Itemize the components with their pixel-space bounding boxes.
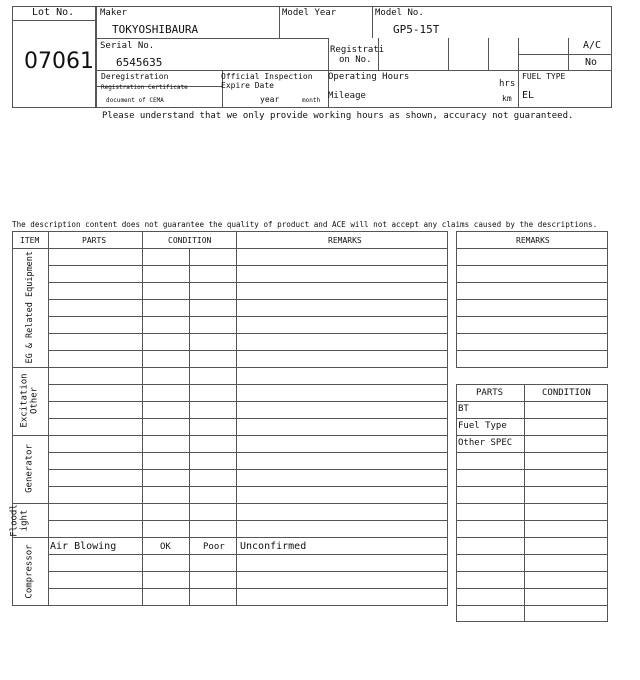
month-label: month: [302, 97, 321, 104]
side-remarks-row-rule: [456, 350, 608, 351]
side-part-fuel-type: Fuel Type: [458, 421, 507, 431]
air-blowing-unconfirmed: Unconfirmed: [240, 541, 307, 552]
side-parts-row-rule: [456, 503, 608, 504]
table-row-rule: [48, 401, 448, 402]
side-remarks-row-rule: [456, 333, 608, 334]
table-row-rule: [48, 333, 448, 334]
mileage-label: Mileage: [328, 91, 366, 101]
registration-label-line2: on No.: [339, 55, 372, 65]
table-row-rule: [48, 350, 448, 351]
table-row-rule: [48, 452, 448, 453]
model-no-label: Model No.: [375, 8, 424, 18]
group-label-excitation-line2: Other: [29, 386, 40, 415]
table-row-rule: [48, 486, 448, 487]
group-label-excitation-line1: Excitation: [19, 373, 30, 428]
air-blowing-poor: Poor: [203, 542, 225, 552]
side-remarks-row-rule: [456, 316, 608, 317]
table-row-rule: [48, 384, 448, 385]
side-parts-row-rule: [456, 520, 608, 521]
group-label-floodlight-line1: Floodl: [9, 504, 20, 537]
official-inspection-label-line2: Expire Date: [221, 81, 274, 90]
parts-header: PARTS: [82, 236, 107, 245]
side-remarks-header: REMARKS: [516, 236, 550, 245]
air-blowing-part: Air Blowing: [50, 541, 117, 552]
year-label: year: [260, 95, 280, 104]
model-no-value: GP5-15T: [393, 23, 440, 36]
table-row-rule: [48, 299, 448, 300]
side-parts-row-rule: [456, 571, 608, 572]
table-row-rule: [48, 588, 448, 589]
ac-label: A/C: [583, 40, 602, 51]
registration-certificate-label: Registration Certificate: [101, 84, 188, 91]
group-label-compressor: Compressor: [24, 544, 35, 599]
km-label: km: [502, 94, 512, 103]
side-parts-row-rule: [456, 588, 608, 589]
description-disclaimer: The description content does not guarantee the quality of product and ACE will not accept any claims caused by the descriptions.: [12, 220, 598, 229]
maker-value: TOKYOSHIBAURA: [112, 23, 199, 36]
side-parts-row-rule: [456, 537, 608, 538]
group-label-generator: Generator: [24, 444, 35, 493]
lot-divider: [12, 20, 96, 21]
serial-label: Serial No.: [100, 41, 155, 51]
side-parts-row-rule: [456, 469, 608, 470]
air-blowing-ok: OK: [160, 542, 171, 552]
side-part-bt: BT: [458, 404, 469, 414]
table-row-rule: [48, 418, 448, 419]
side-parts-row-rule: [456, 452, 608, 453]
hours-accuracy-notice: Please understand that we only provide working hours as shown, accuracy not guaranteed.: [102, 111, 574, 121]
maker-label: Maker: [100, 8, 128, 18]
side-remarks-row-rule: [456, 248, 608, 249]
group-label-floodlight-line2: ight: [19, 509, 30, 532]
remarks-header: REMARKS: [328, 236, 362, 245]
lot-label: Lot No.: [32, 7, 75, 18]
side-remarks-row-rule: [456, 299, 608, 300]
side-parts-header: PARTS: [476, 388, 504, 398]
group-label-eg-related: EG & Related Equipment: [24, 250, 35, 364]
side-parts-row-rule: [456, 418, 608, 419]
deregistration-label: Deregistration: [101, 72, 169, 81]
side-parts-row-rule: [456, 605, 608, 606]
table-row-rule: [48, 571, 448, 572]
side-parts-row-rule: [456, 401, 608, 402]
side-parts-row-rule: [456, 554, 608, 555]
side-condition-header: CONDITION: [542, 388, 591, 398]
model-year-label: Model Year: [282, 8, 337, 18]
fuel-type-label: FUEL TYPE: [522, 72, 566, 81]
hrs-label: hrs: [499, 79, 516, 89]
side-remarks-row-rule: [456, 282, 608, 283]
lot-number: 07061: [24, 49, 94, 74]
official-inspection-label-line1: Official Inspection: [221, 72, 313, 81]
side-remarks-row-rule: [456, 367, 608, 368]
side-part-other-spec: Other SPEC: [458, 438, 513, 448]
cema-document-label: document of CEMA: [106, 97, 164, 104]
fuel-type-value: EL: [522, 90, 535, 101]
side-parts-row-rule: [456, 486, 608, 487]
serial-value: 6545635: [116, 56, 163, 69]
ac-value: No: [585, 57, 598, 68]
table-row-rule: [48, 469, 448, 470]
registration-label-line1: Registrati: [330, 45, 385, 55]
side-parts-row-rule: [456, 435, 608, 436]
table-row-rule: [48, 265, 448, 266]
table-row-rule: [48, 554, 448, 555]
table-row-rule: [48, 282, 448, 283]
table-row-rule: [48, 316, 448, 317]
item-header: ITEM: [20, 236, 40, 245]
side-remarks-row-rule: [456, 265, 608, 266]
table-row-rule: [48, 520, 448, 521]
operating-hours-label: Operating Hours: [328, 72, 410, 82]
condition-header: CONDITION: [168, 236, 212, 245]
